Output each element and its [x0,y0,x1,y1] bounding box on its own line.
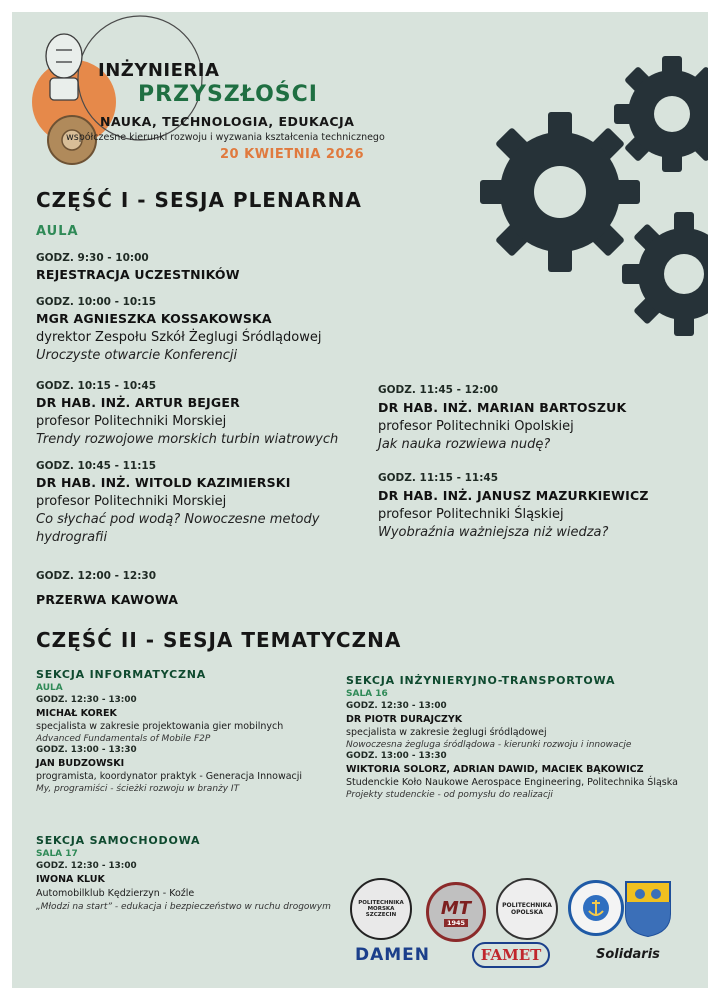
item-topic: Wyobraźnia ważniejsza niż wiedza? [378,525,609,540]
logo-pm-text: POLITECHNIKA MORSKA SZCZECIN [358,900,404,918]
header-line3: NAUKA, TECHNOLOGIA, EDUKACJA [100,114,355,129]
talk-time: GODZ. 12:30 - 13:00 [36,695,137,705]
section-room: AULA [36,683,63,693]
item-role: profesor Politechniki Morskiej [36,494,227,509]
item-role: profesor Politechniki Śląskiej [378,507,564,522]
plenary-item-mazurkiewicz [378,472,649,540]
item-time: GODZ. 10:00 - 10:15 [36,296,157,308]
item-topic: Uroczyste otwarcie Konferencji [36,348,238,363]
section-room: SALA 16 [346,689,388,699]
section-title: SEKCJA SAMOCHODOWA [36,834,201,847]
section-title: SEKCJA INŻYNIERYJNO-TRANSPORTOWA [346,674,616,687]
plenary-item-bartoszuk [378,384,626,452]
talk-topic: Advanced Fundamentals of Mobile F2P [36,734,211,744]
talk-role: Automobilklub Kędzierzyn - Koźle [36,888,195,899]
logo-anchor-school [568,880,624,936]
talk-time: GODZ. 12:30 - 13:00 [36,861,137,871]
talk-time: GODZ. 12:30 - 13:00 [346,701,447,711]
talk-time: GODZ. 13:00 - 13:30 [346,751,447,761]
section-samochodowa [36,834,356,912]
talk-topic: Projekty studenckie - od pomysłu do realizacji [346,790,553,800]
part2-title: CZĘŚĆ II - SESJA TEMATYCZNA [36,628,402,652]
item-time: GODZ. 10:45 - 11:15 [36,460,157,472]
plenary-item-registration [36,252,240,282]
item-name: DR HAB. INŻ. WITOLD KAZIMIERSKI [36,475,291,490]
talk-role: specjalista w zakresie żeglugi śródlądowej [346,727,547,738]
plenary-item-coffee-break [36,570,178,607]
header-line1: INŻYNIERIA [98,60,220,81]
item-name: REJESTRACJA UCZESTNIKÓW [36,267,240,282]
talk-topic: Nowoczesna żegluga śródlądowa - kierunki rozwoju i innowacje [346,740,632,750]
item-name: PRZERWA KAWOWA [36,592,179,607]
gear-top-right-icon [614,56,708,172]
item-name: MGR AGNIESZKA KOSSAKOWSKA [36,311,272,326]
logo-po-text: POLITECHNIKA OPOLSKA [502,902,552,916]
logo-mt-year: 1945 [444,919,468,927]
talk-name: WIKTORIA SOLORZ, ADRIAN DAWID, MACIEK BĄKOWICZ [346,764,644,775]
logo-mt-text: MT [440,897,472,919]
logo-solidaris: Solidaris [596,947,660,962]
talk-time: GODZ. 13:00 - 13:30 [36,745,137,755]
talk-role: specjalista w zakresie projektowania gier mobilnych [36,721,284,732]
gear-large-icon [480,112,640,272]
item-time: GODZ. 10:15 - 10:45 [36,380,157,392]
item-name: DR HAB. INŻ. JANUSZ MAZURKIEWICZ [378,488,649,503]
header-date: 20 KWIETNIA 2026 [220,147,365,162]
talk-topic: My, programiści - ścieżki rozwoju w branży IT [36,784,240,794]
talk-role: programista, koordynator praktyk - Generacja Innowacji [36,771,303,782]
section-room: SALA 17 [36,849,78,859]
talk-name: JAN BUDZOWSKI [36,758,125,769]
plenary-item-kazimierski [36,460,319,545]
item-role: profesor Politechniki Morskiej [36,414,227,429]
plenary-item-opening [36,296,321,363]
part1-room: AULA [36,224,79,239]
logo-damen: DAMEN [355,945,431,965]
item-topic-line2: hydrografii [36,530,108,545]
coat-of-arms-icon [624,880,672,938]
poster [12,12,708,988]
item-time: GODZ. 11:15 - 11:45 [378,472,499,484]
plenary-item-bejger [36,380,338,447]
item-topic-line1: Co słychać pod wodą? Nowoczesne metody [36,512,320,527]
item-time: GODZ. 12:00 - 12:30 [36,570,157,582]
section-informatyczna [36,668,336,794]
anchor-icon [581,893,611,923]
item-topic: Trendy rozwojowe morskich turbin wiatrowych [36,432,339,447]
logo-mt [426,882,486,942]
talk-name: DR PIOTR DURAJCZYK [346,714,463,725]
item-time: GODZ. 9:30 - 10:00 [36,252,149,264]
talk-topic: „Młodzi na start” - edukacja i bezpieczeństwo w ruchu drogowym [36,902,331,912]
gear-bottom-right-icon [622,212,708,336]
item-role: dyrektor Zespołu Szkół Żeglugi Śródlądowej [36,330,322,345]
header-line2: PRZYSZŁOŚCI [138,82,318,107]
item-name: DR HAB. INŻ. MARIAN BARTOSZUK [378,400,627,415]
section-title: SEKCJA INFORMATYCZNA [36,668,207,681]
part1-title: CZĘŚĆ I - SESJA PLENARNA [36,188,362,212]
item-topic: Jak nauka rozwiewa nudę? [378,437,551,452]
item-role: profesor Politechniki Opolskiej [378,419,574,434]
talk-name: IWONA KLUK [36,874,105,885]
logo-famet: FAMET [472,942,550,968]
logo-politechnika-opolska [496,878,558,940]
item-name: DR HAB. INŻ. ARTUR BEJGER [36,395,240,410]
section-inzynieryjno-transportowa [346,674,706,800]
gears-decoration [474,52,708,352]
logo-politechnika-morska [350,878,412,940]
item-time: GODZ. 11:45 - 12:00 [378,384,499,396]
robot-head-icon [46,34,82,100]
talk-name: MICHAŁ KOREK [36,708,117,719]
talk-role: Studenckie Koło Naukowe Aerospace Engineering, Politechnika Śląska [346,777,678,788]
header-subtitle: współczesne kierunki rozwoju i wyzwania kształcenia technicznego [66,132,385,143]
